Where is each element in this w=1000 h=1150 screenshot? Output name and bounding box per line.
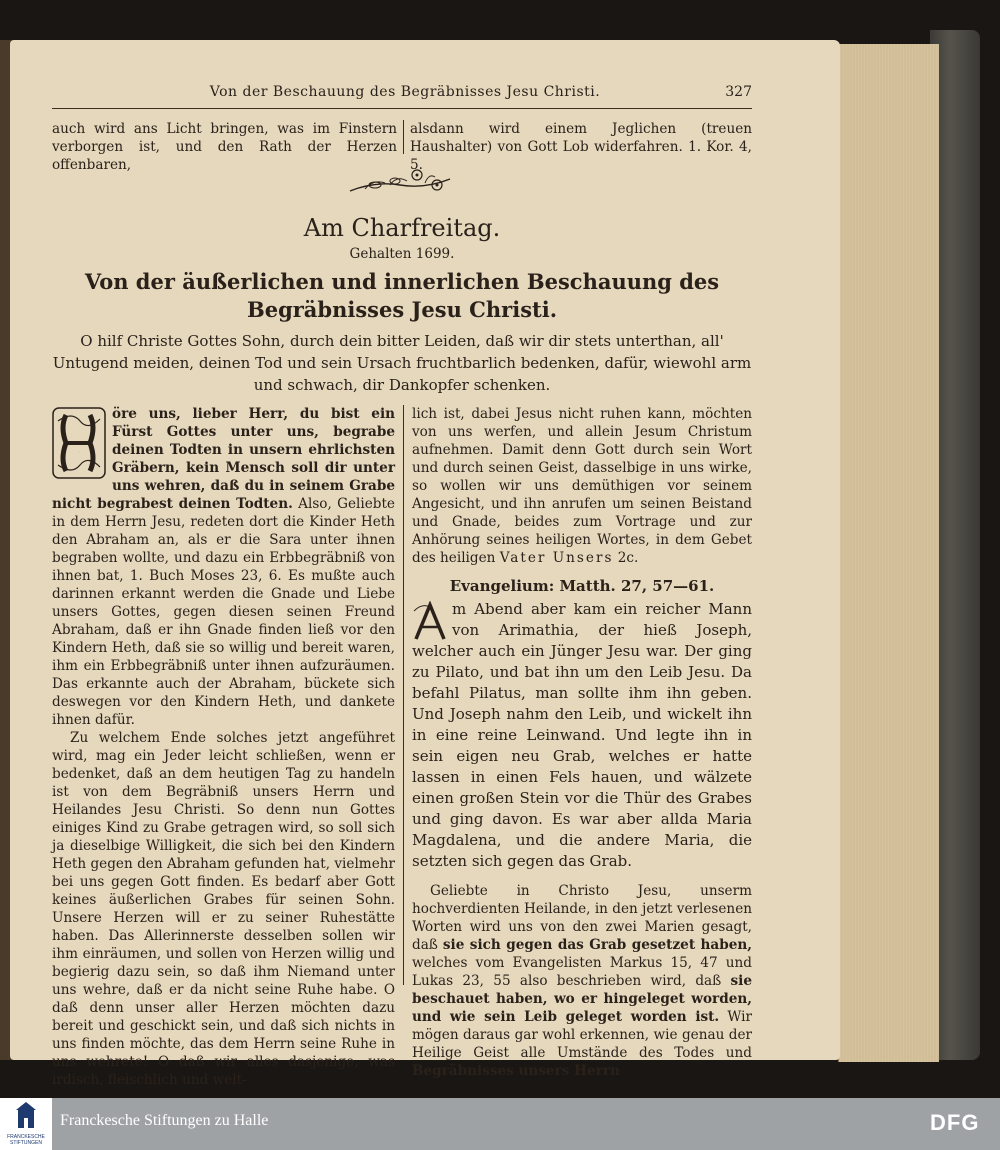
hymn-verse: O hilf Christe Gottes Sohn, durch dein bitter Leiden, daß wir dir stets unterthan, all' Untugend meiden, deinen Tod und sein Ursach fruchtbarlich bedenken, dafür, wiewohl arm und schwach, dir Dankopfer schenken. <box>52 332 752 394</box>
emphasis-1: sie sich gegen das Grab gesetzet haben, <box>442 937 752 953</box>
gospel-text: m Abend aber kam ein reicher Mann von Arimathia, der hieß Joseph, welcher auch ein Jünger Jesu war. Der ging zu Pilato, und bat ihn um den Leib Jesu. Da befahl Pilatus, man sollte ihm ihn geben. Und Joseph nahm den Leib, und wickelt ihn in eine reine Leinwand. Und legte ihn in sein eigen neu Grab, welches er hatte lassen in einen Fels hauen, und wälzete einen großen Stein vor die Thür des Grabes und ging davon. Es war aber allda Maria Magdalena, und die andere Maria, die setzten sich gegen das Grab. <box>412 600 752 870</box>
vater-unser-spaced: Vater Unsers <box>499 550 614 566</box>
opening-quote: öre uns, lieber Herr, du bist ein Fürst Gottes unter uns, begrabe deinen Todten in unsern ehrlichsten Gräbern, kein Mensch soll dir unter uns wehren, daß du in seinem Grabe nicht begrabest deinen Todten. <box>52 406 395 512</box>
emphasis-2: sie beschauet haben, wo er hingeleget worden, und wie sein Leib geleget worden ist. <box>412 973 752 1025</box>
left-column <box>52 405 395 1089</box>
floral-ornament-icon <box>345 163 455 199</box>
right-paragraph-2a: Geliebte in Christo Jesu, unserm hochverdienten Heilande, in den jetzt verlesenen Worten wird uns von den zwei Marien gesagt, daß <box>412 883 752 953</box>
column-divider <box>403 405 404 985</box>
gospel-passage <box>412 599 752 872</box>
gospel-heading: Evangelium: Matth. 27, 57—61. <box>449 577 715 595</box>
section-title: Am Charfreitag. <box>303 214 501 242</box>
right-paragraph-1a: lich ist, dabei Jesus nicht ruhen kann, möchten von uns werfen, und allein Jesum Christum aufnehmen. Damit denn Gott durch sein Wort und durch seinen Geist, dasselbige in uns wirke, so wollen wir uns demüthigen vor seinem Angesicht, und ihn anrufen um seinen Beistand und Gnade, beides zum Vortrage und zur Anhörung seines heiligen Wortes, in dem Gebet des heiligen <box>412 406 752 566</box>
left-paragraph-2: Zu welchem Ende solches jetzt angeführet wird, mag ein Jeder leicht schließen, wenn er bedenket, daß an dem heutigen Tag zu handeln ist von dem Begräbniß unsers Herrn und Heilandes Jesu Christi. So denn nun Gottes einiges Kind zu Grabe getragen wird, so soll sich ja dieselbige Willigkeit, die sich bei den Kindern Heth gegen den Abraham gefunden hat, vielmehr bei uns gegen Gott finden. Es bedarf aber Gott keines äußerlichen Grabes für seinen Sohn. Unsere Herzen will er zu seiner Ruhestätte haben. Das Allerinnerste desselben sollen wir ihm einräumen, und sollen von Herzen willig und begierig dazu sein, so daß ihm Niemand unter uns wehre, daß er da nicht seine Ruhe habe. O daß denn unser aller Herzen möchten dazu bereit und geschickt sein, und daß sich nichts in uns finden möchte, das dem Herrn seine Ruhe in uns wehrete! O daß wir alles dasjenige, was irdisch, fleischlich und welt- <box>52 730 395 1088</box>
right-paragraph-2b: welches vom Evangelisten Markus 15, 47 und Lukas 23, 55 also beschrieben wird, daß <box>412 955 752 989</box>
page-edges <box>838 44 939 1062</box>
left-paragraph-1 <box>52 405 395 729</box>
sermon-title: Von der äußerlichen und innerlichen Beschauung des Begräbnisses Jesu Christi. <box>84 269 720 322</box>
dropcap-a-letter: A <box>429 631 431 632</box>
right-paragraph-1 <box>412 405 752 567</box>
franckesche-logo[interactable] <box>0 1098 52 1150</box>
emphasis-3: Begräbnisses unsers Herrn <box>412 1063 620 1079</box>
dropcap-a-icon <box>412 601 448 641</box>
dropcap-h-icon <box>52 407 106 479</box>
top-column-divider <box>403 120 404 154</box>
right-paragraph-2 <box>412 882 752 1080</box>
footer-bar <box>0 1098 1000 1150</box>
right-paragraph-2c: Wir mögen daraus gar wohl erkennen, wie genau der Heilige Geist alle Umstände des Todes und <box>412 1009 752 1061</box>
header-rule <box>52 108 752 109</box>
top-left-paragraph: auch wird ans Licht bringen, was im Finstern verborgen ist, und den Rath der Herzen offenbaren, <box>52 121 397 173</box>
dropcap-h-letter: H <box>78 453 80 454</box>
building-icon <box>0 1098 52 1134</box>
right-column <box>412 405 752 1080</box>
page-number: 327 <box>725 84 752 100</box>
running-title: Von der Beschauung des Begräbnisses Jesu Christi. <box>209 84 601 100</box>
dfg-logo[interactable]: DFG <box>930 1110 980 1135</box>
left-paragraph-1-rest: Also, Geliebte in dem Herrn Jesu, redeten dort die Kinder Heth den Abraham an, als er die Sara unter ihnen begraben wollte, und dazu ein Erbbegräbniß von ihnen bat, 1. Buch Moses 23, 6. Es mußte auch darinnen erkannt werden die Gnade und Liebe unsers Gottes, gegen diesen seinen Freund Abraham, daß er ihn Gnade finden ließ vor den Kindern Heth, daß sie so willig und bereit waren, ihm ein Erbbegräbniß unter ihnen aufzuräumen. Das erkannte auch der Abraham, bückete sich deswegen vor den Kindern Heth, und dankete ihnen dafür. <box>52 496 395 728</box>
top-right-paragraph: alsdann wird einem Jeglichen (treuen Haushalter) von Gott Lob widerfahren. 1. Kor. 4, 5. <box>410 121 752 173</box>
institution-name[interactable]: Franckesche Stiftungen zu Halle <box>60 1112 269 1129</box>
top-right-text <box>410 120 752 174</box>
right-paragraph-1b: 2c. <box>613 550 639 566</box>
logo-caption: FRANCKESCHE STIFTUNGEN <box>7 1134 45 1146</box>
section-subtitle: Gehalten 1699. <box>349 246 455 262</box>
